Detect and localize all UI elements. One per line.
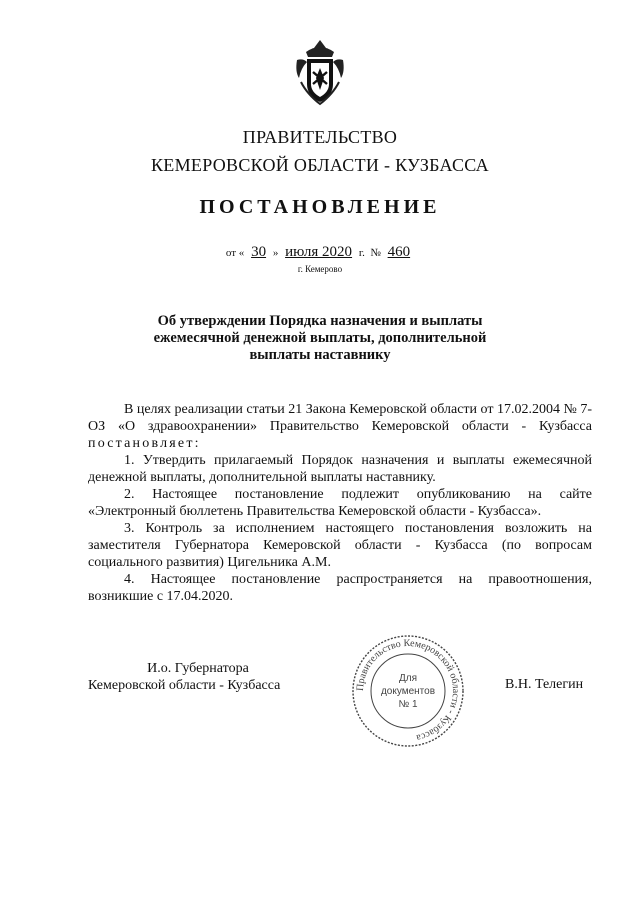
paragraph-3: 3. Контроль за исполнением настоящего постановления возложить на заместителя Губернатора Кемеровской области - Кузбасса (по вопросам социального развития) Цигельника А.М. <box>88 521 592 570</box>
document-body <box>88 401 592 605</box>
org-name-line2: КЕМЕРОВСКОЙ ОБЛАСТИ - КУЗБАССА <box>151 155 489 175</box>
stamp-center-line2: документов <box>380 686 436 697</box>
document-type: ПОСТАНОВЛЕНИЕ <box>199 196 441 218</box>
official-stamp-icon <box>350 633 466 749</box>
resolves-word: постановляет: <box>88 436 201 451</box>
date-day: 30 <box>251 244 267 260</box>
date-line <box>0 244 640 261</box>
org-name-line1: ПРАВИТЕЛЬСТВО <box>242 127 398 147</box>
document-title <box>120 313 520 364</box>
signatory-position <box>88 660 308 694</box>
coat-of-arms-icon <box>293 38 347 108</box>
doc-number: 460 <box>387 244 411 260</box>
date-month-year: июля 2020 <box>285 244 353 260</box>
title-line: Об утверждении Порядка назначения и выплаты <box>157 313 483 329</box>
position-line1: И.о. Губернатора <box>147 661 249 676</box>
paragraph-4: 4. Настоящее постановление распространяется на правоотношения, возникшие с 17.04.2020. <box>88 572 592 604</box>
paragraph-1: 1. Утвердить прилагаемый Порядок назначения и выплаты ежемесячной денежной выплаты, дополнительной выплаты наставнику. <box>88 453 592 485</box>
stamp-center-line1: Для <box>398 673 418 684</box>
paragraph-2: 2. Настоящее постановление подлежит опубликованию на сайте «Электронный бюллетень Правительства Кемеровской области - Кузбасса». <box>88 487 592 519</box>
preamble-text: В целях реализации статьи 21 Закона Кемеровской области от 17.02.2004 № 7-ОЗ «О здравоохранении» Правительство Кемеровской области - Кузбасса <box>88 402 592 434</box>
paragraph-preamble <box>88 401 592 452</box>
date-year-suffix: г. <box>358 247 365 259</box>
stamp-ring-text: Правительство Кемеровской области - Кузбасса <box>354 637 462 744</box>
stamp-center-line3: № 1 <box>398 699 418 710</box>
doc-number-prefix: № <box>370 247 381 259</box>
date-prefix: от « <box>225 247 245 259</box>
signatory-name: В.Н. Телегин <box>505 677 584 692</box>
title-line: выплаты наставнику <box>249 347 391 363</box>
title-line: ежемесячной денежной выплаты, дополнительной <box>153 330 487 346</box>
date-mid: » <box>272 247 279 259</box>
city: г. Кемерово <box>297 264 343 274</box>
position-line2: Кемеровской области - Кузбасса <box>88 678 281 693</box>
